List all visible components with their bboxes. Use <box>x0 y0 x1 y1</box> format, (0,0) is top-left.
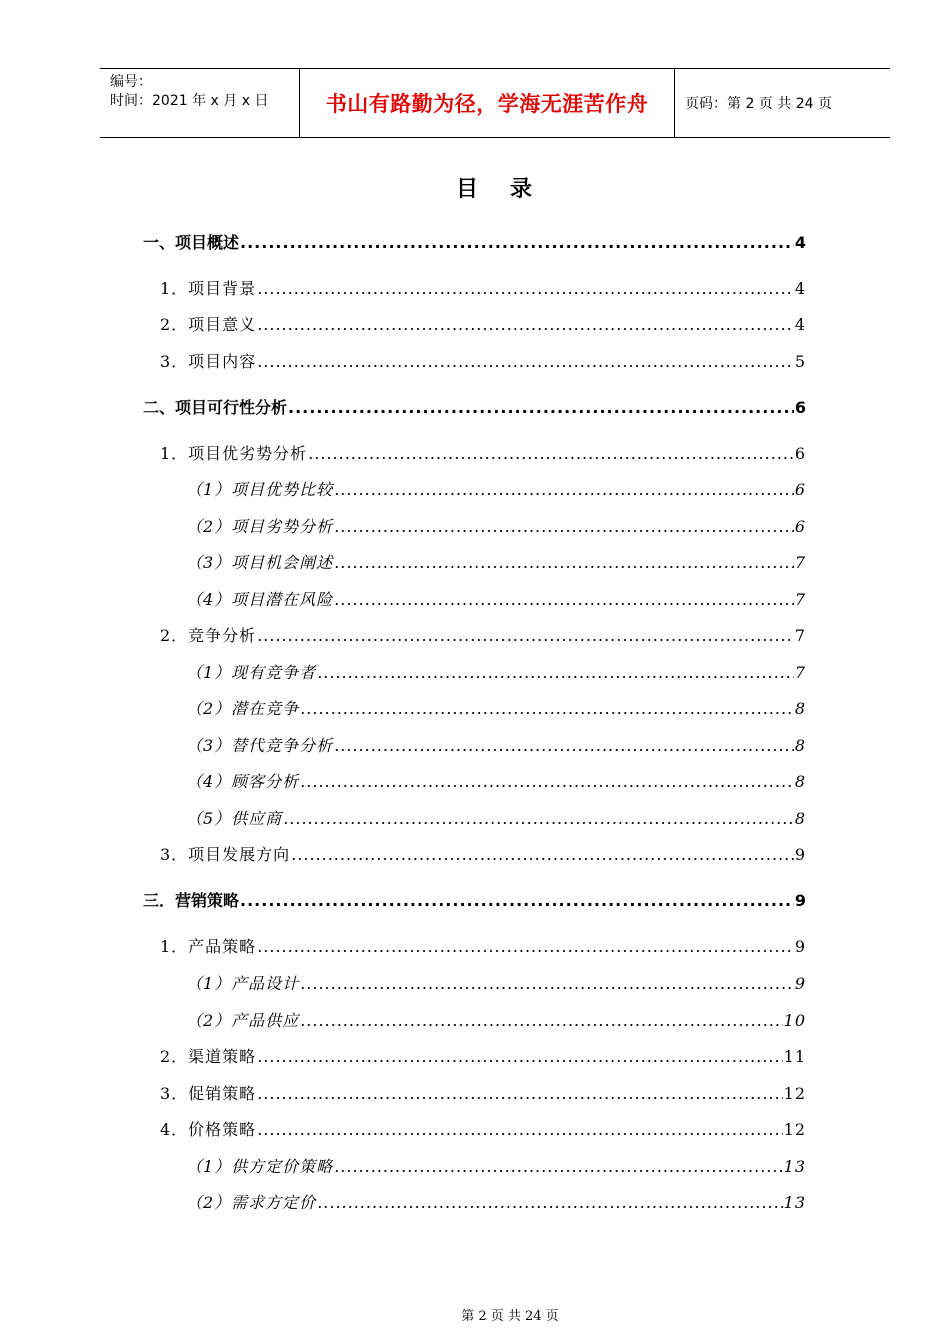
toc-entry-page: 4 <box>794 233 806 252</box>
toc-entry-label: （2）需求方定价 <box>186 1193 317 1212</box>
toc-entry-page: 9 <box>794 891 806 910</box>
toc-entry[interactable] <box>186 696 806 720</box>
toc-entry-page: 12 <box>783 1084 806 1103</box>
toc-entry-page: 13 <box>783 1157 806 1176</box>
toc-entry-page: 7 <box>794 553 806 572</box>
toc-entry-page: 13 <box>783 1193 806 1212</box>
toc-entry[interactable] <box>186 514 806 538</box>
toc-leader-dots <box>334 736 794 755</box>
toc-entry[interactable] <box>186 477 806 501</box>
toc-entry-page: 6 <box>794 480 806 499</box>
toc-entry[interactable] <box>160 623 806 647</box>
toc-entry[interactable] <box>186 971 806 995</box>
toc-entry-label: （4）项目潜在风险 <box>186 590 334 609</box>
toc-entry[interactable] <box>160 1117 806 1141</box>
toc-leader-dots <box>334 590 794 609</box>
toc-entry-label: 4．价格策略 <box>160 1120 257 1139</box>
toc-entry-label: （2）项目劣势分析 <box>186 517 334 536</box>
toc-leader-dots <box>317 1193 782 1212</box>
toc-entry-label: （3）替代竞争分析 <box>186 736 334 755</box>
document-number-label: 编号： <box>110 74 152 90</box>
toc-entry[interactable] <box>160 441 806 465</box>
toc-entry-label: （3）项目机会阐述 <box>186 553 334 572</box>
toc-entry-label: 三．营销策略 <box>143 891 240 910</box>
toc-entry-label: （1）项目优势比较 <box>186 480 334 499</box>
toc-entry-label: 二、项目可行性分析 <box>143 398 288 417</box>
toc-entry-label: 3．项目发展方向 <box>160 845 291 864</box>
toc-entry-page: 8 <box>794 736 806 755</box>
toc-entry[interactable] <box>160 1081 806 1105</box>
toc-entry-page: 7 <box>794 626 806 645</box>
toc-entry-page: 8 <box>794 809 806 828</box>
toc-entry-page: 4 <box>794 279 806 298</box>
toc-leader-dots <box>334 553 794 572</box>
page-footer: 第 2 页 共 24 页 <box>461 1309 559 1324</box>
header-motto: 书山有路勤为径，学海无涯苦作舟 <box>325 92 649 116</box>
toc-leader-dots <box>300 772 794 791</box>
toc-entry[interactable] <box>160 349 806 373</box>
toc-entry-label: 3．促销策略 <box>160 1084 257 1103</box>
header-motto-cell <box>300 69 675 137</box>
toc-leader-dots <box>334 517 794 536</box>
toc-entry[interactable] <box>160 934 806 958</box>
toc-leader-dots <box>308 444 794 463</box>
toc-entry-label: （1）现有竞争者 <box>186 663 317 682</box>
toc-entry-label: （4）顾客分析 <box>186 772 300 791</box>
header-meta <box>100 69 300 137</box>
toc-entry[interactable] <box>186 587 806 611</box>
toc-entry-label: 2．渠道策略 <box>160 1047 257 1066</box>
toc-leader-dots <box>300 699 794 718</box>
page-header <box>100 68 890 138</box>
toc-entry-page: 8 <box>794 772 806 791</box>
toc-entry-label: 3．项目内容 <box>160 352 257 371</box>
toc-entry[interactable] <box>160 842 806 866</box>
toc-leader-dots <box>300 1011 782 1030</box>
toc-entry-page: 4 <box>794 315 806 334</box>
toc-leader-dots <box>257 1047 782 1066</box>
toc-title: 目录 <box>455 177 564 202</box>
toc-entry-label: （5）供应商 <box>186 809 283 828</box>
toc-entry-page: 9 <box>794 974 806 993</box>
toc-entry-label: 2．项目意义 <box>160 315 257 334</box>
toc-leader-dots <box>240 233 794 252</box>
toc-entry-page: 9 <box>794 845 806 864</box>
toc-entry-label: （2）潜在竞争 <box>186 699 300 718</box>
toc-entry[interactable] <box>160 276 806 300</box>
toc-entry[interactable] <box>186 806 806 830</box>
toc-leader-dots <box>317 663 794 682</box>
toc-leader-dots <box>300 974 794 993</box>
toc-entry-label: 2．竞争分析 <box>160 626 257 645</box>
document-date: 时间：2021 年 x 月 x 日 <box>110 93 269 109</box>
toc-leader-dots <box>257 937 794 956</box>
toc-leader-dots <box>288 398 794 417</box>
toc-leader-dots <box>334 480 794 499</box>
toc-leader-dots <box>257 1120 782 1139</box>
toc-entry-page: 5 <box>794 352 806 371</box>
toc-leader-dots <box>257 626 794 645</box>
toc-entry-page: 12 <box>783 1120 806 1139</box>
toc-entry-page: 7 <box>794 663 806 682</box>
toc-entry[interactable] <box>186 1190 806 1214</box>
toc-entry-page: 6 <box>794 444 806 463</box>
toc-entry-label: （1）产品设计 <box>186 974 300 993</box>
toc-entry-page: 6 <box>794 398 806 417</box>
toc-entry-page: 6 <box>794 517 806 536</box>
toc-entry[interactable] <box>186 1008 806 1032</box>
toc-entry-label: （2）产品供应 <box>186 1011 300 1030</box>
toc-leader-dots <box>257 315 794 334</box>
toc-entry[interactable] <box>143 888 806 912</box>
toc-leader-dots <box>334 1157 782 1176</box>
toc-leader-dots <box>257 279 794 298</box>
toc-entry-label: 1．产品策略 <box>160 937 257 956</box>
toc-entry[interactable] <box>186 1154 806 1178</box>
toc-leader-dots <box>257 1084 782 1103</box>
toc-entry-page: 8 <box>794 699 806 718</box>
toc-leader-dots <box>240 891 794 910</box>
toc-entry-page: 9 <box>794 937 806 956</box>
toc-entry[interactable] <box>143 395 806 419</box>
toc-entry-page: 7 <box>794 590 806 609</box>
toc-entry[interactable] <box>143 230 806 254</box>
toc-entry-label: 1．项目背景 <box>160 279 257 298</box>
toc-entry[interactable] <box>160 312 806 336</box>
header-page-info: 页码：第 2 页 共 24 页 <box>685 96 832 112</box>
toc-entry[interactable] <box>186 733 806 757</box>
toc-entry-page: 11 <box>783 1047 806 1066</box>
toc-leader-dots <box>291 845 794 864</box>
toc-entry[interactable] <box>186 769 806 793</box>
toc-entry[interactable] <box>186 550 806 574</box>
toc-entry[interactable] <box>186 660 806 684</box>
toc-entry-label: 1．项目优劣势分析 <box>160 444 308 463</box>
toc-entry-label: （1）供方定价策略 <box>186 1157 334 1176</box>
toc-leader-dots <box>257 352 794 371</box>
toc-leader-dots <box>283 809 794 828</box>
toc-entry-label: 一、项目概述 <box>143 233 240 252</box>
toc-entry-page: 10 <box>783 1011 806 1030</box>
toc-entry[interactable] <box>160 1044 806 1068</box>
